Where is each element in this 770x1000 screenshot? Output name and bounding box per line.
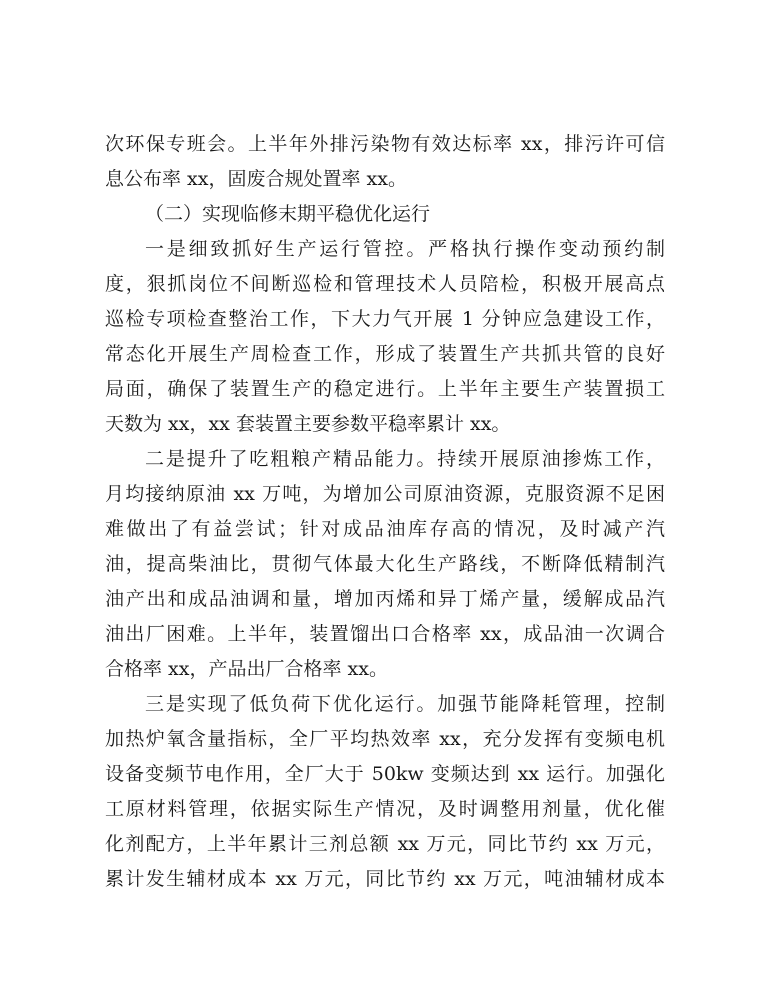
text-line: 设备变频节电作用，全厂大于 50kw 变频达到 xx 运行。加强化 — [105, 763, 665, 785]
text-line: 次环保专班会。上半年外排污染物有效达标率 xx，排污许可信 — [105, 133, 665, 155]
text-line: 天数为 xx，xx 套装置主要参数平稳率累计 xx。 — [105, 413, 511, 435]
section-heading: （二）实现临修末期平稳优化运行 — [145, 203, 431, 225]
text-line: 累计发生辅材成本 xx 万元，同比节约 xx 万元，吨油辅材成本 — [105, 868, 665, 890]
text-line: 常态化开展生产周检查工作，形成了装置生产共抓共管的良好 — [105, 343, 665, 365]
text-line: 难做出了有益尝试；针对成品油库存高的情况，及时减产汽 — [105, 518, 665, 540]
text-line: 月均接纳原油 xx 万吨，为增加公司原油资源，克服资源不足困 — [105, 483, 665, 505]
text-line: 化剂配方，上半年累计三剂总额 xx 万元，同比节约 xx 万元， — [105, 833, 665, 855]
text-line: 局面，确保了装置生产的稳定进行。上半年主要生产装置损工 — [105, 378, 665, 400]
text-line: 加热炉氧含量指标，全厂平均热效率 xx，充分发挥有变频电机 — [105, 728, 665, 750]
text-line: 油出厂困难。上半年，装置馏出口合格率 xx，成品油一次调合 — [105, 623, 665, 645]
text-line: 合格率 xx，产品出厂合格率 xx。 — [105, 658, 388, 680]
text-line: 油产出和成品油调和量，增加丙烯和异丁烯产量，缓解成品汽 — [105, 588, 665, 610]
text-line: 息公布率 xx，固废合规处置率 xx。 — [105, 168, 407, 190]
paragraph-first-line: 二是提升了吃粗粮产精品能力。持续开展原油掺炼工作， — [145, 448, 665, 470]
text-line: 巡检专项检查整治工作，下大力气开展 1 分钟应急建设工作， — [105, 308, 665, 330]
paragraph-first-line: 三是实现了低负荷下优化运行。加强节能降耗管理，控制 — [145, 693, 665, 715]
text-line: 度，狠抓岗位不间断巡检和管理技术人员陪检，积极开展高点 — [105, 273, 665, 295]
text-line: 工原材料管理，依据实际生产情况，及时调整用剂量，优化催 — [105, 798, 665, 820]
paragraph-first-line: 一是细致抓好生产运行管控。严格执行操作变动预约制 — [145, 238, 665, 260]
text-line: 油，提高柴油比，贯彻气体最大化生产路线，不断降低精制汽 — [105, 553, 665, 575]
